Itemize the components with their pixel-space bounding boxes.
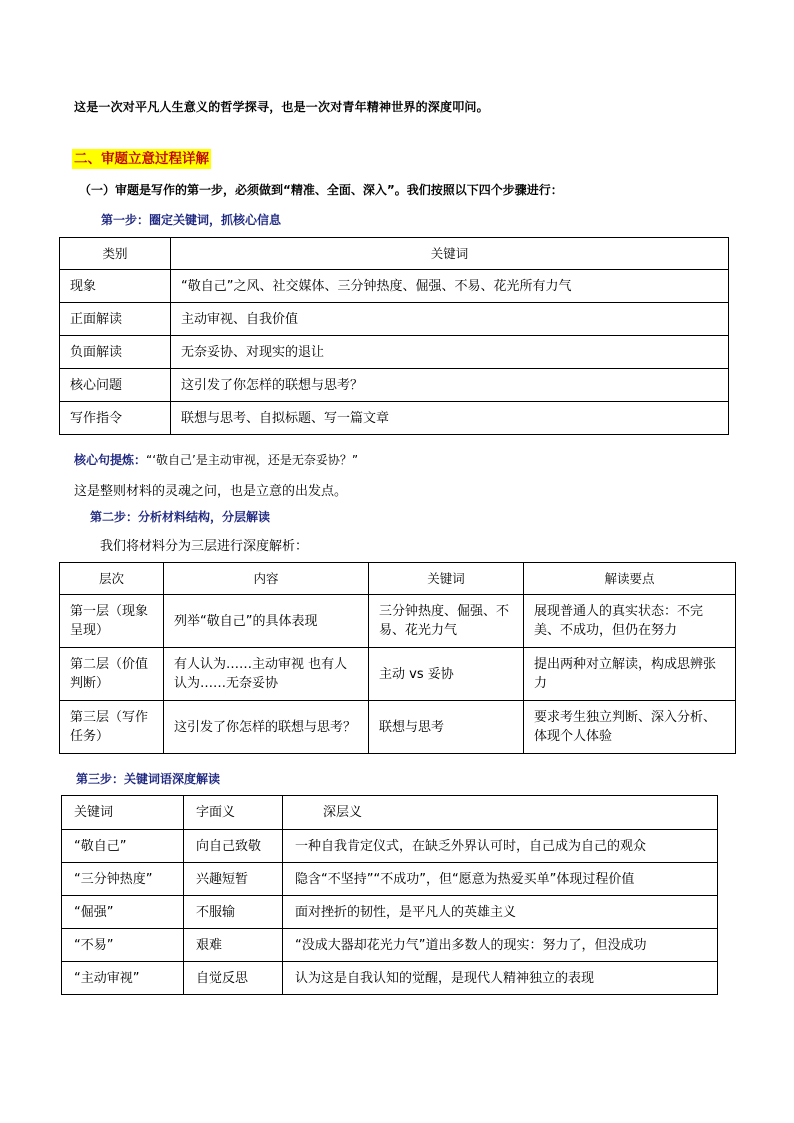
table-cell: “没成大器却花光力气”道出多数人的现实：努力了，但没成功 <box>283 929 718 962</box>
table-cell: 不服输 <box>184 896 283 929</box>
table-cell: 正面解读 <box>60 303 171 336</box>
table-row <box>62 863 718 896</box>
table-cell: 无奈妥协、对现实的退让 <box>171 336 729 369</box>
step2-heading: 第二步：分析材料结构，分层解读 <box>90 510 271 524</box>
table-cell: 有人认为……主动审视 也有人认为……无奈妥协 <box>164 648 369 701</box>
table-cell: 展现普通人的真实状态：不完美、不成功，但仍在努力 <box>524 595 736 648</box>
core-sentence-label: 核心句提炼： <box>74 453 147 467</box>
table-cell: 第三层（写作任务） <box>60 701 164 754</box>
table-row <box>60 336 729 369</box>
section-title: 二、审题立意过程详解 <box>74 151 209 167</box>
core-sentence <box>74 451 358 468</box>
table-cell: 主动审视、自我价值 <box>171 303 729 336</box>
table-cell: 认为这是自我认知的觉醒，是现代人精神独立的表现 <box>283 962 718 995</box>
table-cell: 艰难 <box>184 929 283 962</box>
core-sentence-text: “‘敬自己’是主动审视，还是无奈妥协？” <box>146 453 359 467</box>
table-row <box>62 896 718 929</box>
table-header-cell: 字面义 <box>184 796 283 830</box>
table-cell: “倔强” <box>62 896 184 929</box>
table-cell: 三分钟热度、倔强、不易、花光力气 <box>369 595 524 648</box>
table-cell: 写作指令 <box>60 402 171 435</box>
table-cell: 负面解读 <box>60 336 171 369</box>
soul-question-note: 这是整则材料的灵魂之问，也是立意的出发点。 <box>74 484 348 499</box>
table-cell: “不易” <box>62 929 184 962</box>
table-cell: 现象 <box>60 270 171 303</box>
table-cell: 第一层（现象呈现） <box>60 595 164 648</box>
table-header-cell: 深层义 <box>283 796 718 830</box>
table-header-cell: 内容 <box>164 563 369 595</box>
table-cell: 一种自我肯定仪式，在缺乏外界认可时，自己成为自己的观众 <box>283 830 718 863</box>
table-cell: 向自己致敬 <box>184 830 283 863</box>
table-cell: “敬自己” <box>62 830 184 863</box>
table-cell: 兴趣短暂 <box>184 863 283 896</box>
table-row <box>60 402 729 435</box>
table-cell: 要求考生独立判断、深入分析、体现个人体验 <box>524 701 736 754</box>
table-header-row <box>60 563 736 595</box>
table-cell: 联想与思考、自拟标题、写一篇文章 <box>171 402 729 435</box>
step3-heading: 第三步：关键词语深度解读 <box>76 772 221 786</box>
table-cell: “敬自己”之风、社交媒体、三分钟热度、倔强、不易、花光所有力气 <box>171 270 729 303</box>
table-row <box>60 303 729 336</box>
table-cell: “三分钟热度” <box>62 863 184 896</box>
table-row <box>60 701 736 754</box>
table-row <box>62 929 718 962</box>
layers-intro: 我们将材料分为三层进行深度解析： <box>100 539 309 554</box>
table-header-cell: 关键词 <box>171 238 729 270</box>
keyword-table <box>59 237 729 435</box>
table-row <box>60 648 736 701</box>
table-cell: “主动审视” <box>62 962 184 995</box>
subtitle: （一）审题是写作的第一步，必须做到“精准、全面、深入”。我们按照以下四个步骤进行： <box>79 183 563 197</box>
table-row <box>60 270 729 303</box>
table-cell: 主动 vs 妥协 <box>369 648 524 701</box>
table-row <box>62 830 718 863</box>
table-header-cell: 关键词 <box>369 563 524 595</box>
table-row <box>62 962 718 995</box>
structure-table <box>59 562 736 754</box>
table-header-row <box>62 796 718 830</box>
table-header-row <box>60 238 729 270</box>
step1-heading: 第一步：圈定关键词，抓核心信息 <box>101 213 282 227</box>
table-cell: 这引发了你怎样的联想与思考？ <box>164 701 369 754</box>
table-header-cell: 解读要点 <box>524 563 736 595</box>
table-cell: 这引发了你怎样的联想与思考？ <box>171 369 729 402</box>
table-cell: 隐含“不坚持”“不成功”，但“愿意为热爱买单”体现过程价值 <box>283 863 718 896</box>
keyword-meaning-table <box>61 795 718 995</box>
table-header-cell: 层次 <box>60 563 164 595</box>
table-cell: 自觉反思 <box>184 962 283 995</box>
intro-sentence: 这是一次对平凡人生意义的哲学探寻，也是一次对青年精神世界的深度叩问。 <box>74 100 489 114</box>
table-cell: 提出两种对立解读，构成思辨张力 <box>524 648 736 701</box>
table-row <box>60 369 729 402</box>
table-header-cell: 关键词 <box>62 796 184 830</box>
table-cell: 联想与思考 <box>369 701 524 754</box>
table-row <box>60 595 736 648</box>
table-cell: 第二层（价值判断） <box>60 648 164 701</box>
table-cell: 面对挫折的韧性，是平凡人的英雄主义 <box>283 896 718 929</box>
table-header-cell: 类别 <box>60 238 171 270</box>
table-cell: 核心问题 <box>60 369 171 402</box>
table-cell: 列举“敬自己”的具体表现 <box>164 595 369 648</box>
